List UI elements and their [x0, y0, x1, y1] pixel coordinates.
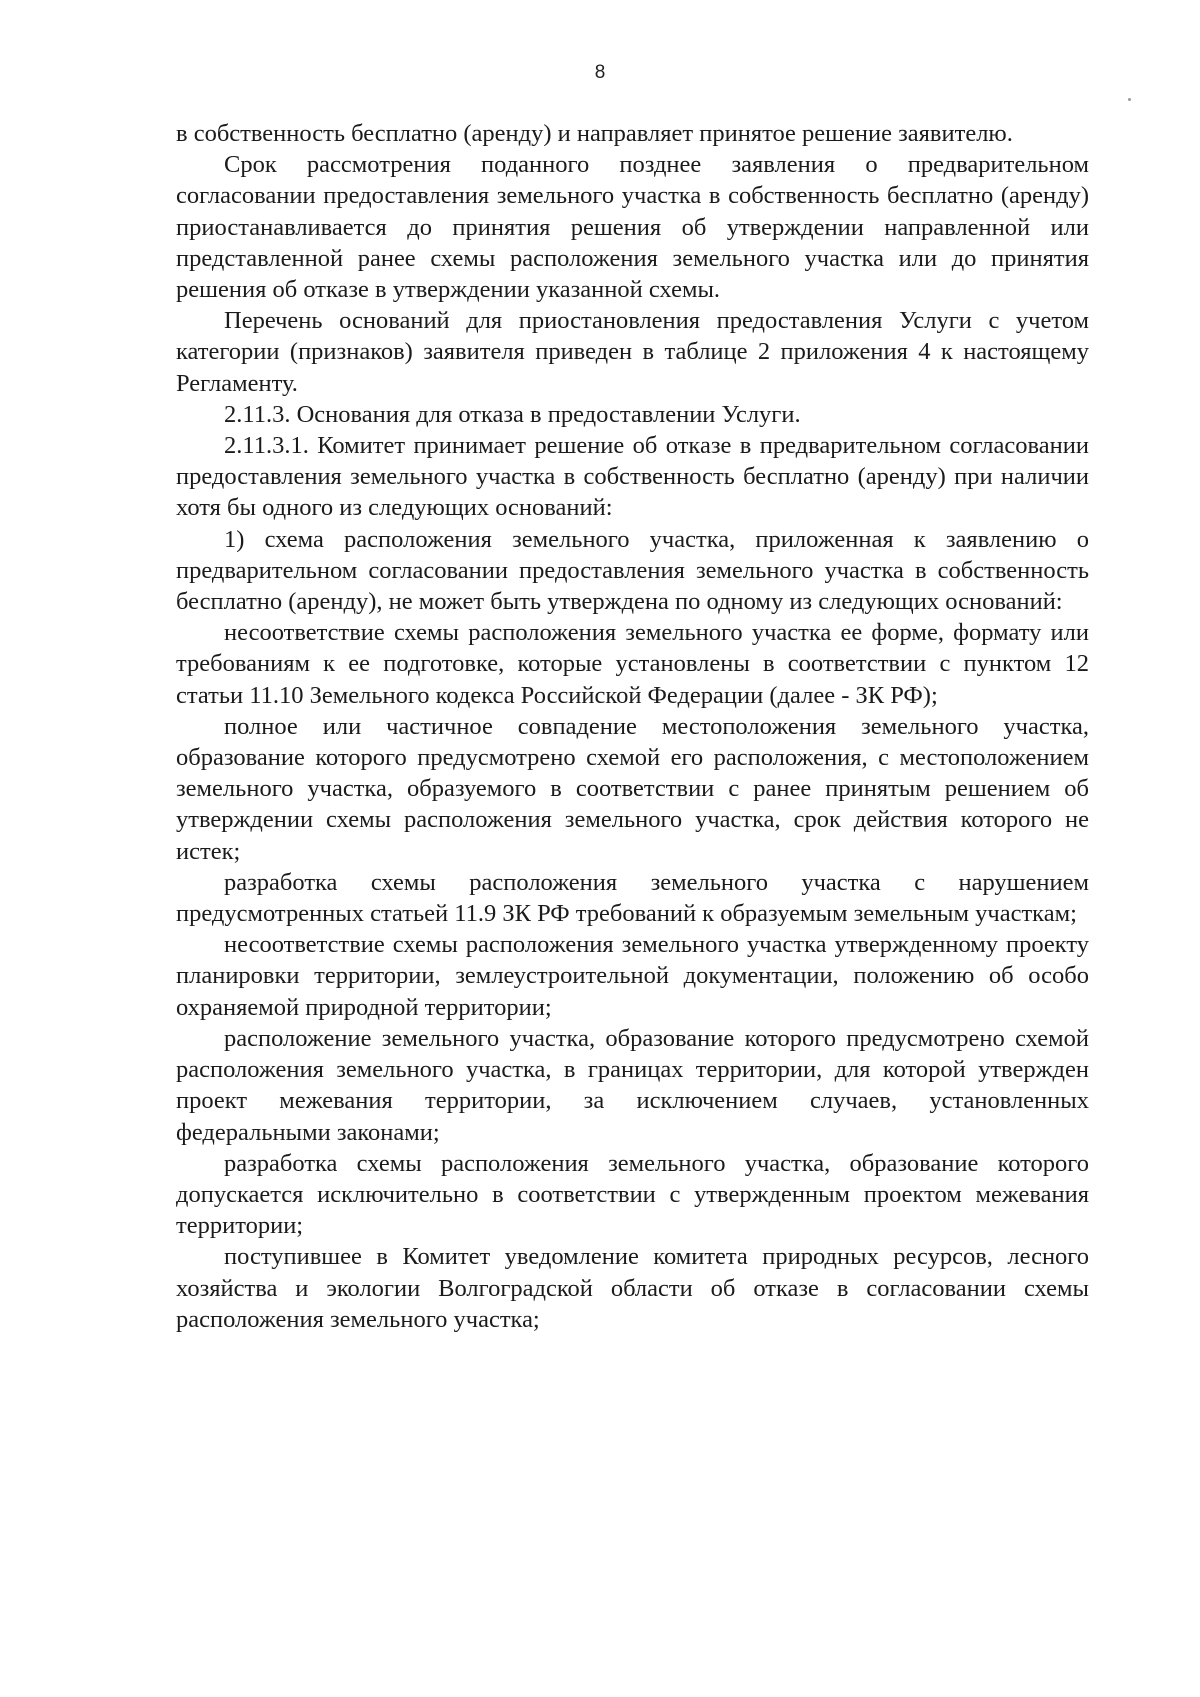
sub-item-committee-refusal: поступившее в Комитет уведомление комитета природных ресурсов, лесного хозяйства и экологии Волгоградской области об отказе в согласовании схемы расположения земельного участка; — [176, 1243, 1089, 1333]
paragraph-review-period: Срок рассмотрения поданного позднее заявления о предварительном согласовании предоставления земельного участка в собственность бесплатно (аренду) приостанавливается до принятия решения об утверждении направленной или представленной ранее схемы расположения земельного участка или до принятия решения об отказе в утверждении указанной схемы. — [176, 151, 1089, 304]
section-heading-2-11-3: 2.11.3. Основания для отказа в предоставлении Услуги. — [224, 400, 801, 428]
page-number: 8 — [594, 62, 606, 83]
paragraph-2-11-3-1: 2.11.3.1. Комитет принимает решение об отказе в предварительном согласовании предоставления земельного участка в собственность бесплатно (аренду) при наличии хотя бы одного из следующих оснований: — [176, 432, 1089, 522]
sub-item-requirements-violation: разработка схемы расположения земельного участка с нарушением предусмотренных статьей 11.9 ЗК РФ требований к образуемым земельным участкам; — [176, 868, 1089, 928]
sub-item-surveying-project-only: разработка схемы расположения земельного участка, образование которого допускается исключительно в соответствии с утвержденным проектом межевания территории; — [176, 1149, 1089, 1240]
document-body — [176, 118, 1089, 1335]
paragraph-continuation: в собственность бесплатно (аренду) и направляет принятое решение заявителю. — [176, 120, 1013, 147]
paragraph-suspension-grounds: Перечень оснований для приостановления предоставления Услуги с учетом категории (признаков) заявителя приведен в таблице 2 приложения 4 к настоящему Регламенту. — [176, 307, 1089, 397]
sub-item-form-mismatch: несоответствие схемы расположения земельного участка ее форме, формату или требованиям к ее подготовке, которые установлены в соответствии с пунктом 12 статьи 11.10 Земельного кодекса Российской Федерации (далее - ЗК РФ); — [176, 619, 1089, 709]
sub-item-location-overlap: полное или частичное совпадение местоположения земельного участка, образование которого предусмотрено схемой его расположения, с местоположением земельного участка, образуемого в соответствии с ранее принятым решением об утверждении схемы расположения земельного участка, срок действия которого не истек; — [176, 712, 1089, 865]
scan-speck — [1128, 98, 1131, 101]
sub-item-planning-mismatch: несоответствие схемы расположения земельного участка утвержденному проекту планировки территории, землеустроительной документации, положению об особо охраняемой природной территории; — [176, 931, 1089, 1021]
list-item-1: 1) схема расположения земельного участка, приложенная к заявлению о предварительном согласовании предоставления земельного участка в собственность бесплатно (аренду), не может быть утверждена по одному из следующих оснований: — [176, 525, 1089, 616]
sub-item-surveying-project-territory: расположение земельного участка, образование которого предусмотрено схемой расположения земельного участка, в границах территории, для которой утвержден проект межевания территории, за исключением случаев, установленных федеральными законами; — [176, 1024, 1089, 1146]
